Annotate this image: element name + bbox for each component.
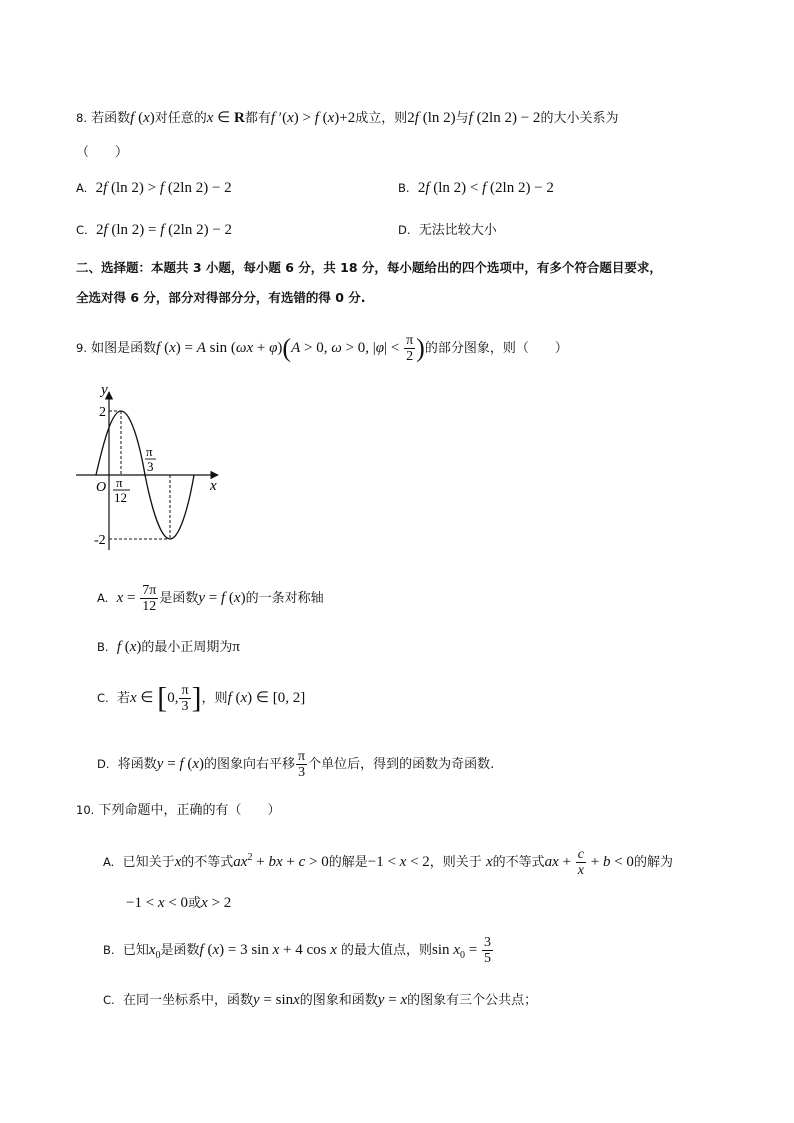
q8-option-b[interactable]: [398, 178, 554, 199]
q9-x-label: x: [210, 478, 217, 494]
q10-option-a-ineq2b: + b < 0: [587, 854, 634, 870]
q8-stem-e: 与: [455, 111, 469, 126]
q10-option-b-x0: $x_0$: [148, 942, 161, 961]
q8-option-d-text: 无法比较大小: [418, 223, 497, 238]
q9-y-label: y: [101, 382, 108, 398]
q10-option-a-ineq2a: ax +: [544, 854, 575, 870]
q10-option-a-x2: x: [485, 854, 493, 870]
q9-option-c-then: ，则: [201, 691, 228, 706]
q8-option-d-label: D.: [398, 223, 411, 237]
q9-frac-pi3: $\frac{\pi}{3}$: [181, 683, 189, 714]
q10-option-c-label: C.: [103, 993, 115, 1007]
q9-frac-7pi12: $\frac{7\pi}{12}$: [142, 583, 157, 614]
q8-option-a-label: A.: [76, 181, 88, 195]
q9-stem: [76, 330, 568, 367]
q8-paren: （ ）: [76, 145, 129, 160]
q10-option-a-sol2b: x > 2: [201, 895, 232, 911]
q9-y-top-label: 2: [99, 405, 106, 420]
q9-option-b-text: 的最小正周期为: [141, 640, 233, 655]
q10-option-b-label: B.: [103, 943, 115, 957]
q10-option-c-b: 的图象和函数: [299, 993, 378, 1008]
q8-stem-d: 成立，则: [355, 111, 408, 126]
section2-line2: 全选对得 6 分，部分对得部分分，有选错的得 0 分.: [76, 290, 366, 305]
q10-option-a-sol1: −1 < x < 2: [367, 854, 430, 870]
q9-y-bottom-label: -2: [94, 533, 106, 548]
q9-option-a-text: 是函数: [159, 591, 199, 606]
q9-stem-b: 的部分图象，则（ ）: [424, 341, 568, 356]
q10-option-c-f2: y = x: [377, 992, 408, 1008]
q9-option-a-label: A.: [97, 591, 109, 605]
q10-option-b-func: f (x) = 3 sin x + 4 cos x: [199, 942, 337, 958]
q9-pi3-den: 3: [147, 459, 154, 474]
q9-number: 9.: [76, 341, 87, 355]
q10-option-a-d: ，则关于: [429, 855, 482, 870]
q10-option-b-b: 是函数: [160, 943, 200, 958]
q8-option-b-label: B.: [398, 181, 410, 195]
q9-option-d-text: 将函数: [117, 757, 157, 772]
q10-option-c-c: 的图象有三个公共点；: [407, 993, 538, 1008]
q9-option-c-zero: 0,: [167, 690, 179, 706]
q9-option-d-tail: 个单位后，得到的函数为奇函数.: [308, 757, 495, 772]
q10-option-c-a: 在同一坐标系中，函数: [122, 993, 253, 1008]
q8-stem-c: 都有: [244, 111, 271, 126]
q9-frac-pi3-d: $\frac{\pi}{3}$: [298, 749, 306, 780]
q8-stem-a: 若函数: [91, 111, 131, 126]
q8-option-b-math: 2f (ln 2) < f (2ln 2) − 2: [417, 180, 554, 196]
q9-option-c[interactable]: [97, 680, 305, 717]
q8-math-xinR: x ∈ R: [206, 110, 245, 126]
q10-option-a-sol2a: −1 < x < 0: [126, 895, 189, 911]
q9-option-c-bracket-open: [: [157, 681, 168, 715]
q8-option-d[interactable]: [398, 220, 497, 241]
q8-option-a[interactable]: [76, 178, 232, 199]
q10-option-a-or: 或: [188, 896, 202, 911]
q10-option-b-c: 的最大值点，则: [341, 943, 433, 958]
q8-math-2fln2: 2f (ln 2): [407, 110, 456, 126]
q9-option-d-func: y = f (x): [156, 756, 205, 772]
q9-option-a[interactable]: [97, 580, 324, 617]
q9-graph: [72, 378, 232, 558]
q10-option-a[interactable]: [103, 840, 673, 881]
q10-frac-35: $\frac{3}{5}$: [483, 935, 491, 966]
q9-frac-pi2: $\frac{\pi}{2}$: [406, 333, 414, 364]
q8-option-c[interactable]: [76, 220, 232, 241]
q9-option-c-bracket-close: ]: [191, 681, 202, 715]
q10-option-b[interactable]: [103, 932, 494, 974]
q9-paren-close: ): [416, 333, 425, 363]
q9-option-a-tail: 的一条对称轴: [245, 591, 324, 606]
q9-option-b[interactable]: [97, 637, 240, 658]
q9-paren-open: (: [282, 333, 292, 363]
q9-option-c-math1: x ∈: [129, 690, 158, 706]
section2-line1: 二、选择题：本题共 3 小题，每小题 6 分，共 18 分，每小题给出的四个选项中，有多个符合题目要求，: [76, 260, 662, 275]
q9-math-func: f (x) = A sin (ωx + φ): [156, 340, 283, 356]
q10-option-a-b: 的不等式: [181, 855, 234, 870]
q10-frac-cx: $\frac{c}{x}$: [577, 847, 584, 878]
q9-pi12-den: 12: [114, 490, 127, 505]
q8-stem: [76, 108, 618, 129]
q9-option-d-label: D.: [97, 757, 110, 771]
q8-math-f2ln2: f (2ln 2) − 2: [468, 110, 541, 126]
q9-option-a-func: y = f (x): [198, 590, 246, 606]
q9-option-c-label: C.: [97, 691, 109, 705]
q10-number: 10.: [76, 803, 95, 817]
q9-option-c-text: 若: [116, 691, 130, 706]
q10-option-a-ineq1: $ax^2$ + bx + c > 0: [233, 852, 329, 870]
q10-option-a-label: A.: [103, 855, 115, 869]
q8-option-a-math: 2f (ln 2) > f (2ln 2) − 2: [95, 180, 232, 196]
q10-option-b-a: 已知: [122, 943, 149, 958]
q9-option-b-math: f (x): [116, 639, 142, 655]
q9-origin-label: O: [96, 480, 107, 495]
q9-option-d[interactable]: [97, 746, 494, 783]
q10-stem: [76, 800, 280, 821]
q9-option-a-math: x =: [116, 590, 140, 606]
q10-option-c-f1: y = sinx: [252, 992, 300, 1008]
q9-stem-a: 如图是函数: [91, 341, 157, 356]
q9-option-c-math2: f (x) ∈ [0, 2]: [227, 690, 306, 706]
q10-option-a-e: 的不等式: [492, 855, 545, 870]
q9-pi12-num: π: [116, 475, 123, 490]
q10-option-a-line2: [126, 893, 231, 914]
q8-math-fx: f (x): [130, 110, 155, 126]
q10-stem-text: 下列命题中，正确的有（ ）: [98, 803, 281, 818]
q9-math-conds: A > 0, ω > 0, |φ| <: [291, 340, 404, 356]
q9-pi3-num: π: [146, 444, 153, 459]
q10-option-a-a: 已知关于: [122, 855, 175, 870]
q8-math-ineq: f ′(x) > f (x)+2: [270, 110, 356, 126]
q10-option-a-c: 的解是: [328, 855, 368, 870]
q10-option-a-f: 的解为: [633, 855, 673, 870]
q10-option-a-x1: x: [174, 854, 182, 870]
q8-stem-f: 的大小关系为: [540, 111, 619, 126]
q8-stem-b: 对任意的: [154, 111, 207, 126]
q10-option-b-sin: $\sin x_0$ =: [432, 942, 481, 961]
q8-option-c-label: C.: [76, 223, 88, 237]
q9-option-b-label: B.: [97, 640, 109, 654]
q8-number: 8.: [76, 111, 87, 125]
q9-option-d-mid: 的图象向右平移: [204, 757, 296, 772]
q10-option-c[interactable]: [103, 990, 537, 1011]
q8-option-c-math: 2f (ln 2) = f (2ln 2) − 2: [95, 222, 233, 238]
q9-option-b-pi: π: [232, 639, 240, 655]
